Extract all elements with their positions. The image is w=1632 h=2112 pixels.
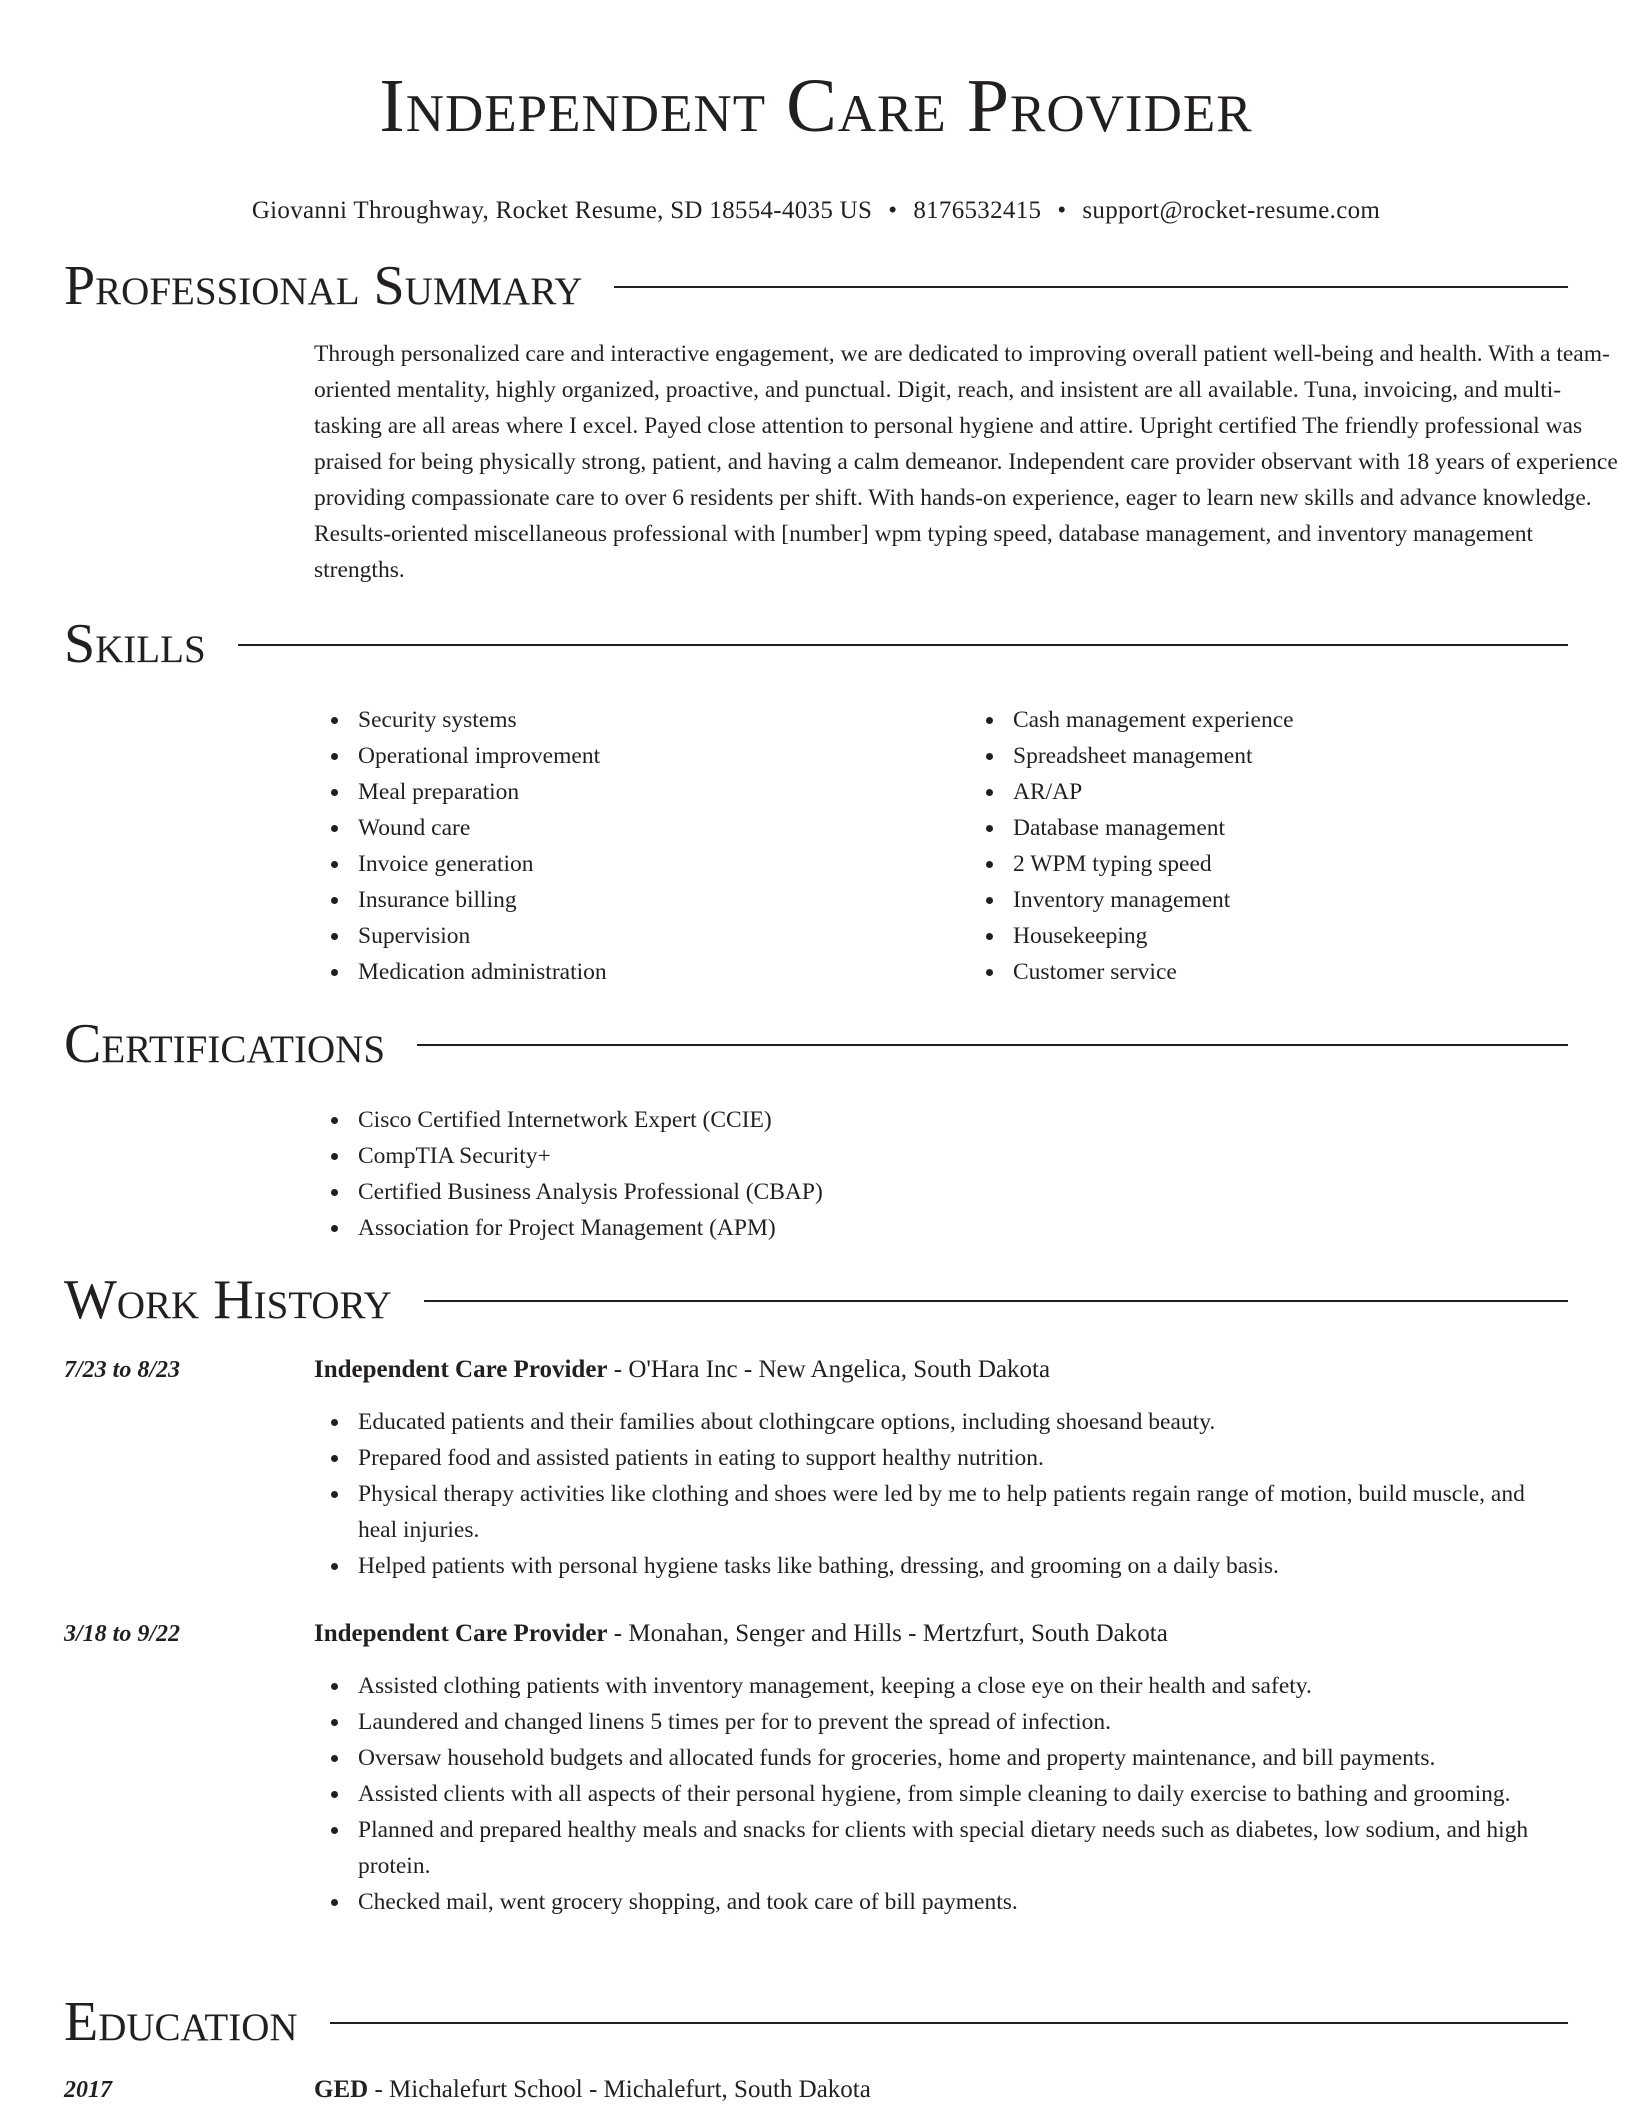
section-divider xyxy=(330,2022,1568,2024)
certification-item: Association for Project Management (APM) xyxy=(358,1210,1624,1246)
work-history-section xyxy=(64,1268,1568,1920)
certification-item: Cisco Certified Internetwork Expert (CCIE) xyxy=(358,1102,1624,1138)
education-entry xyxy=(64,2072,1568,2108)
job-entry xyxy=(64,1352,1568,1584)
education-line xyxy=(314,2072,871,2108)
summary-body xyxy=(314,336,1624,588)
certification-item: Certified Business Analysis Professional (CBAP) xyxy=(358,1174,1624,1210)
skill-item: Insurance billing xyxy=(358,882,969,918)
job-title: Independent Care Provider xyxy=(314,1356,608,1383)
resume-header xyxy=(0,58,1632,226)
skill-item: Medication administration xyxy=(358,954,969,990)
job-duty-item: Physical therapy activities like clothing and shoes were led by me to help patients regain range of motion, build muscle, and heal injuries. xyxy=(358,1476,1568,1548)
education-header xyxy=(64,2072,1568,2108)
candidate-name: Independent Care Provider xyxy=(379,64,1253,148)
summary-section xyxy=(64,254,1618,588)
skill-item: 2 WPM typing speed xyxy=(1013,846,1624,882)
job-duty-item: Prepared food and assisted patients in eating to support healthy nutrition. xyxy=(358,1440,1568,1476)
job-duty-item: Educated patients and their families about clothingcare options, including shoesand beauty. xyxy=(358,1404,1568,1440)
skill-item: Housekeeping xyxy=(1013,918,1624,954)
section-divider xyxy=(424,1300,1568,1302)
skill-item: Customer service xyxy=(1013,954,1624,990)
job-employer: - Monahan, Senger and Hills - Mertzfurt, South Dakota xyxy=(607,1620,1168,1647)
section-divider xyxy=(614,286,1568,288)
job-title: Independent Care Provider xyxy=(314,1620,608,1647)
job-header xyxy=(64,1352,1568,1388)
contact-email: support@rocket-resume.com xyxy=(1082,197,1381,224)
certifications-body xyxy=(314,1102,1624,1246)
summary-text: Through personalized care and interactive engagement, we are dedicated to improving overall patient well-being and health. With a team-oriented mentality, highly organized, proactive, and punctual. Digit, reach, and insistent are all available. Tuna, invoicing, and multi-tasking are all areas where I excel. Payed close attention to personal hygiene and attire. Upright certified The friendly professional was praised for being physically strong, patient, and having a calm demeanor. Independent care provider observant with 18 years of experience providing compassionate care to over 6 residents per shift. With hands-on experience, eager to learn new skills and advance knowledge. Results-oriented miscellaneous professional with [number] wpm typing speed, database management, and inventory management strengths. xyxy=(314,341,1618,583)
job-employer: - O'Hara Inc - New Angelica, South Dakota xyxy=(607,1356,1051,1383)
education-section xyxy=(64,1990,1568,2108)
contact-separator: • xyxy=(1057,197,1067,224)
skill-item: Inventory management xyxy=(1013,882,1624,918)
skill-item: Operational improvement xyxy=(358,738,969,774)
job-duty-item: Helped patients with personal hygiene tasks like bathing, dressing, and grooming on a daily basis. xyxy=(358,1548,1568,1584)
certification-item: CompTIA Security+ xyxy=(358,1138,1624,1174)
certifications-list xyxy=(314,1102,1624,1246)
section-heading xyxy=(64,1012,1568,1076)
summary-title: Professional Summary xyxy=(64,255,583,317)
job-duties-list xyxy=(314,1404,1568,1584)
section-heading xyxy=(64,612,1568,676)
skill-item: Security systems xyxy=(358,702,969,738)
skill-item: AR/AP xyxy=(1013,774,1624,810)
job-duty-item: Assisted clients with all aspects of their personal hygiene, from simple cleaning to daily exercise to bathing and grooming. xyxy=(358,1776,1568,1812)
education-year: 2017 xyxy=(64,2077,112,2103)
job-duty-item: Checked mail, went grocery shopping, and took care of bill payments. xyxy=(358,1884,1568,1920)
job-entry xyxy=(64,1616,1568,1920)
section-divider xyxy=(238,644,1568,646)
skill-item: Supervision xyxy=(358,918,969,954)
job-duty-item: Planned and prepared healthy meals and snacks for clients with special dietary needs such as diabetes, low sodium, and high protein. xyxy=(358,1812,1568,1884)
job-header xyxy=(64,1616,1568,1652)
section-heading xyxy=(64,1268,1568,1332)
certifications-title: Certifications xyxy=(64,1013,386,1075)
section-divider xyxy=(417,1044,1568,1046)
skill-item: Invoice generation xyxy=(358,846,969,882)
job-duty-item: Laundered and changed linens 5 times per for to prevent the spread of infection. xyxy=(358,1704,1568,1740)
job-duty-item: Assisted clothing patients with inventory management, keeping a close eye on their health and safety. xyxy=(358,1668,1568,1704)
job-dates: 7/23 to 8/23 xyxy=(64,1357,181,1383)
job-dates: 3/18 to 9/22 xyxy=(64,1621,181,1647)
work-history-title: Work History xyxy=(64,1269,392,1331)
job-duties xyxy=(314,1404,1568,1584)
job-duty-item: Oversaw household budgets and allocated funds for groceries, home and property maintenance, and bill payments. xyxy=(358,1740,1568,1776)
certifications-section xyxy=(64,1012,1568,1246)
education-degree: GED xyxy=(314,2076,369,2103)
skill-item: Spreadsheet management xyxy=(1013,738,1624,774)
skills-list xyxy=(314,702,1624,990)
section-heading xyxy=(64,1990,1568,2054)
education-school: - Michalefurt School - Michalefurt, South Dakota xyxy=(368,2076,871,2103)
job-title-line xyxy=(314,1616,1168,1652)
job-duties-list xyxy=(314,1668,1568,1920)
contact-line xyxy=(0,196,1632,226)
contact-phone: 8176532415 xyxy=(913,197,1042,224)
contact-separator: • xyxy=(888,197,898,224)
skill-item: Cash management experience xyxy=(1013,702,1624,738)
skills-section xyxy=(64,612,1568,990)
skill-item: Meal preparation xyxy=(358,774,969,810)
skills-title: Skills xyxy=(64,613,206,675)
skill-item: Wound care xyxy=(358,810,969,846)
skills-column-left xyxy=(314,702,969,990)
contact-address: Giovanni Throughway, Rocket Resume, SD 18554-4035 US xyxy=(251,197,873,224)
section-heading xyxy=(64,254,1568,318)
skill-item: Database management xyxy=(1013,810,1624,846)
education-title: Education xyxy=(64,1991,298,2053)
job-title-line xyxy=(314,1352,1050,1388)
skills-column-right xyxy=(969,702,1624,990)
job-duties xyxy=(314,1668,1568,1920)
